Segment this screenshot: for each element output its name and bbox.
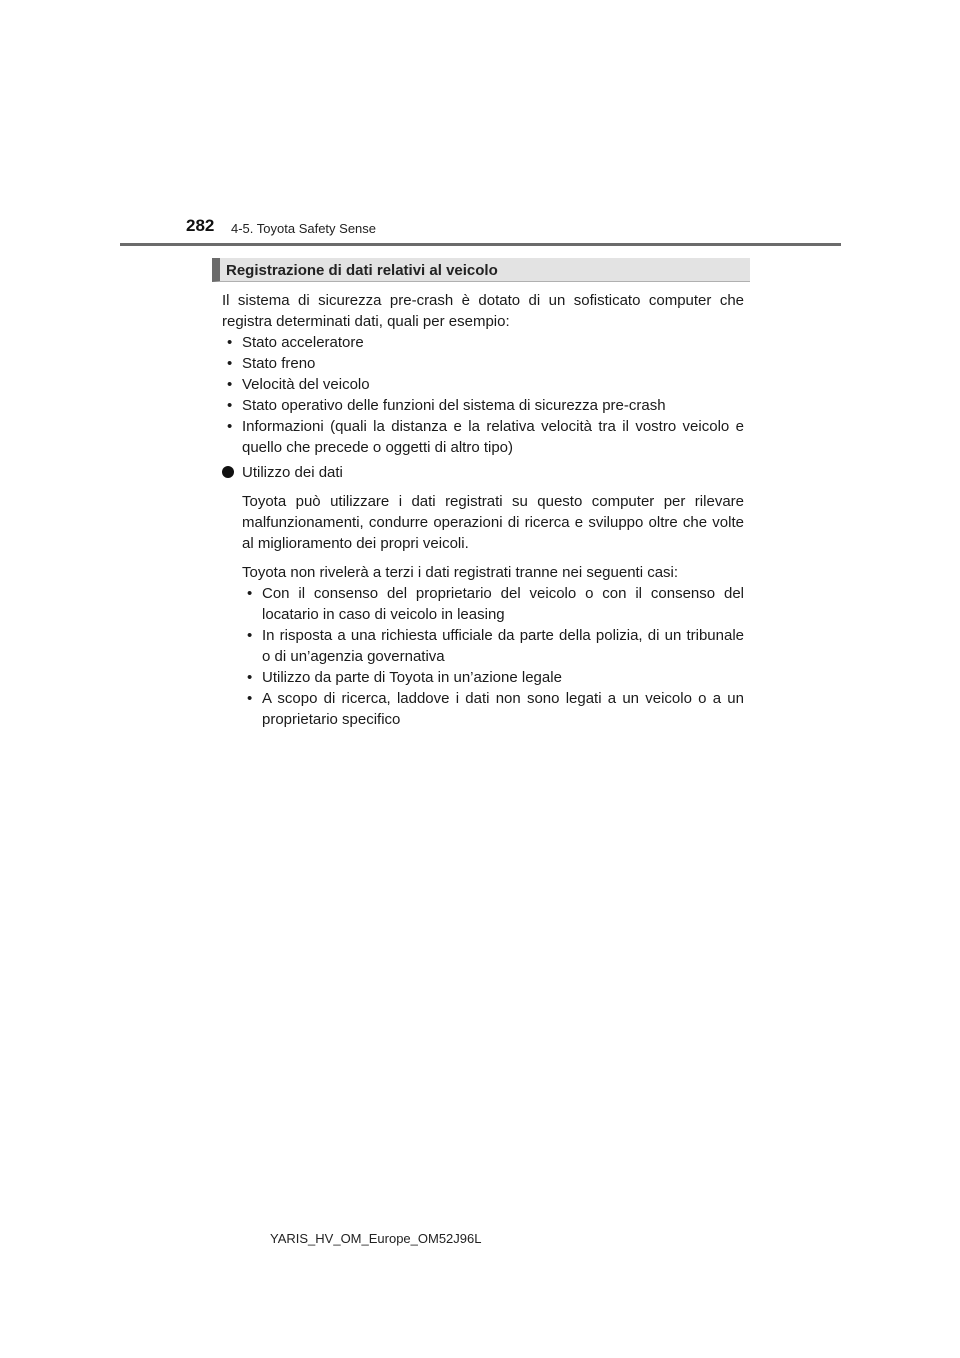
list-item: • In risposta a una richiesta ufficiale da parte della polizia, di un tribunale o di un’agenzia governativa bbox=[242, 625, 744, 667]
disclosure-list bbox=[242, 583, 744, 730]
list-item: • Stato freno bbox=[222, 353, 744, 374]
intro-paragraph: Il sistema di sicurezza pre-crash è dotato di un sofisticato computer che registra determinati dati, quali per esempio: bbox=[222, 292, 744, 330]
list-item: • Stato operativo delle funzioni del sistema di sicurezza pre-crash bbox=[222, 395, 744, 416]
list-item: • Utilizzo da parte di Toyota in un’azione legale bbox=[242, 667, 744, 688]
topic-bullet-icon bbox=[222, 466, 234, 478]
chapter-title: 4-5. Toyota Safety Sense bbox=[231, 221, 377, 236]
list-item: • Velocità del veicolo bbox=[222, 374, 744, 395]
topic-title: Utilizzo dei dati bbox=[242, 464, 343, 481]
topic-heading bbox=[222, 462, 744, 483]
disclosure-paragraph: Toyota non rivelerà a terzi i dati registrati tranne nei seguenti casi: bbox=[242, 564, 679, 581]
content-body bbox=[222, 290, 744, 730]
list-item: • Informazioni (quali la distanza e la relativa velocità tra il vostro veicolo e quello che precede o oggetti di altro tipo) bbox=[222, 416, 744, 458]
list-item: • Con il consenso del proprietario del veicolo o con il consenso del locatario in caso di veicolo in leasing bbox=[242, 583, 744, 625]
list-item: • Stato acceleratore bbox=[222, 332, 744, 353]
section-heading bbox=[212, 258, 750, 282]
topic-body bbox=[222, 491, 744, 730]
section-heading-text: Registrazione di dati relativi al veicolo bbox=[226, 262, 498, 279]
recorded-data-list bbox=[222, 332, 744, 458]
list-item: • A scopo di ricerca, laddove i dati non sono legati a un veicolo o a un proprietario specifico bbox=[242, 688, 744, 730]
usage-paragraph: Toyota può utilizzare i dati registrati su questo computer per rilevare malfunzionamenti, condurre operazioni di ricerca e sviluppo oltre che volte al miglioramento dei propri veicoli. bbox=[242, 493, 744, 552]
document-id: YARIS_HV_OM_Europe_OM52J96L bbox=[270, 1231, 482, 1246]
page-number: 282 bbox=[186, 216, 215, 235]
header-rule bbox=[120, 243, 841, 246]
